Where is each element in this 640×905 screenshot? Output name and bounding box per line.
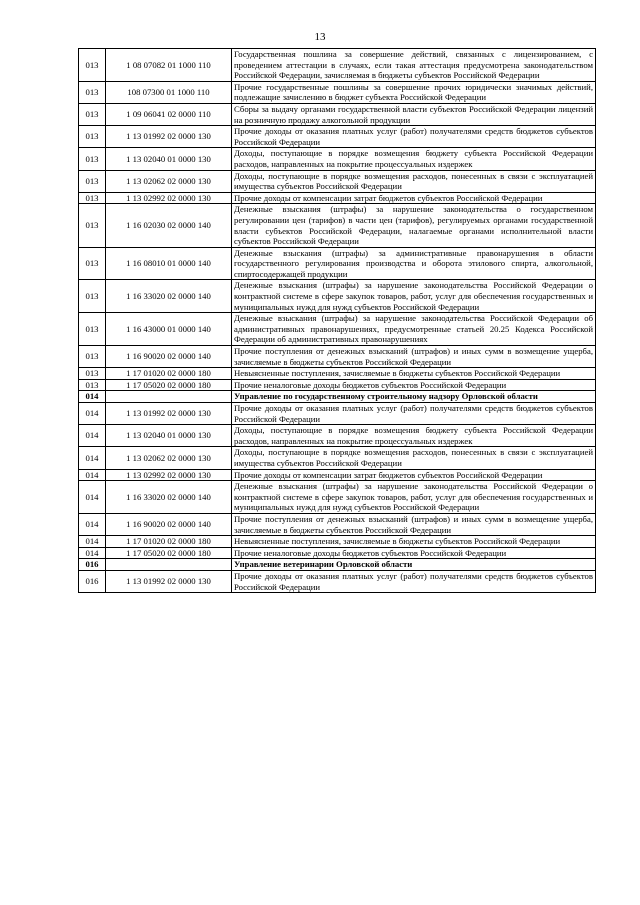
budget-classification-code-cell: 1 13 01992 02 0000 130 bbox=[106, 570, 232, 592]
budget-classification-code-cell: 1 09 06041 02 0000 110 bbox=[106, 103, 232, 125]
budget-classification-code-cell: 1 17 01020 02 0000 180 bbox=[106, 368, 232, 380]
revenue-name-cell: Прочие государственные пошлины за совершение прочих юридически значимых действий, подлежащие зачислению в бюджет субъекта Российской Федерации bbox=[232, 81, 596, 103]
table-row bbox=[79, 403, 596, 425]
revenue-name-cell: Управление ветеринарии Орловской области bbox=[232, 559, 596, 571]
table-row bbox=[79, 103, 596, 125]
table-row bbox=[79, 204, 596, 247]
revenue-name-cell: Невыясненные поступления, зачисляемые в бюджеты субъектов Российской Федерации bbox=[232, 368, 596, 380]
table-row bbox=[79, 379, 596, 391]
table-row bbox=[79, 570, 596, 592]
revenue-name-cell: Государственная пошлина за совершение действий, связанных с лицензированием, с проведением аттестации в случаях, если такая аттестация предусмотрена законодательством Российской Федерации, зачисляемая в бюджеты субъектов Российской Федерации bbox=[232, 49, 596, 82]
revenue-name-cell: Управление по государственному строительному надзору Орловской области bbox=[232, 391, 596, 403]
table-row bbox=[79, 368, 596, 380]
admin-code-cell: 014 bbox=[79, 425, 106, 447]
table-row bbox=[79, 192, 596, 204]
budget-classification-code-cell: 1 16 90020 02 0000 140 bbox=[106, 346, 232, 368]
budget-classification-code-cell: 1 16 08010 01 0000 140 bbox=[106, 247, 232, 280]
admin-code-cell: 013 bbox=[79, 379, 106, 391]
revenue-name-cell: Прочие доходы от оказания платных услуг (работ) получателями средств бюджетов субъектов Российской Федерации bbox=[232, 570, 596, 592]
admin-code-cell: 013 bbox=[79, 103, 106, 125]
budget-classification-code-cell: 1 17 01020 02 0000 180 bbox=[106, 536, 232, 548]
page-number: 13 bbox=[314, 31, 326, 43]
admin-code-cell: 013 bbox=[79, 49, 106, 82]
revenue-name-cell: Прочие доходы от оказания платных услуг (работ) получателями средств бюджетов субъектов Российской Федерации bbox=[232, 126, 596, 148]
revenue-name-cell: Прочие неналоговые доходы бюджетов субъектов Российской Федерации bbox=[232, 547, 596, 559]
administrator-header-row bbox=[79, 559, 596, 571]
revenue-name-cell: Прочие поступления от денежных взысканий (штрафов) и иных сумм в возмещение ущерба, зачисляемые в бюджеты субъектов Российской Федерации bbox=[232, 513, 596, 535]
revenue-name-cell: Доходы, поступающие в порядке возмещения расходов, понесенных в связи с эксплуатацией имущества субъектов Российской Федерации bbox=[232, 170, 596, 192]
revenue-name-cell: Прочие неналоговые доходы бюджетов субъектов Российской Федерации bbox=[232, 379, 596, 391]
budget-classification-code-cell: 1 13 02992 02 0000 130 bbox=[106, 469, 232, 481]
budget-classification-code-cell: 1 17 05020 02 0000 180 bbox=[106, 547, 232, 559]
table-row bbox=[79, 425, 596, 447]
table-row bbox=[79, 170, 596, 192]
admin-code-cell: 013 bbox=[79, 204, 106, 247]
table-body bbox=[79, 49, 596, 593]
revenue-name-cell: Прочие доходы от компенсации затрат бюджетов субъектов Российской Федерации bbox=[232, 469, 596, 481]
budget-classification-code-cell: 1 17 05020 02 0000 180 bbox=[106, 379, 232, 391]
admin-code-cell: 014 bbox=[79, 547, 106, 559]
table-row bbox=[79, 547, 596, 559]
admin-code-cell: 014 bbox=[79, 481, 106, 514]
revenue-name-cell: Сборы за выдачу органами государственной власти субъектов Российской Федерации лицензий на розничную продажу алкогольной продукции bbox=[232, 103, 596, 125]
budget-classification-code-cell: 1 16 90020 02 0000 140 bbox=[106, 513, 232, 535]
admin-code-cell: 013 bbox=[79, 170, 106, 192]
table-row bbox=[79, 49, 596, 82]
revenue-name-cell: Прочие доходы от оказания платных услуг (работ) получателями средств бюджетов субъектов Российской Федерации bbox=[232, 403, 596, 425]
budget-classification-code-cell: 108 07300 01 1000 110 bbox=[106, 81, 232, 103]
admin-code-cell: 014 bbox=[79, 536, 106, 548]
table-row bbox=[79, 346, 596, 368]
table-row bbox=[79, 126, 596, 148]
revenue-name-cell: Невыясненные поступления, зачисляемые в бюджеты субъектов Российской Федерации bbox=[232, 536, 596, 548]
admin-code-cell: 013 bbox=[79, 192, 106, 204]
budget-classification-code-cell: 1 13 02062 02 0000 130 bbox=[106, 170, 232, 192]
admin-code-cell: 013 bbox=[79, 313, 106, 346]
budget-classification-code-cell bbox=[106, 559, 232, 571]
budget-revenue-table bbox=[78, 48, 596, 593]
table-row bbox=[79, 313, 596, 346]
table-row bbox=[79, 469, 596, 481]
admin-code-cell: 013 bbox=[79, 368, 106, 380]
admin-code-cell: 013 bbox=[79, 247, 106, 280]
budget-classification-code-cell: 1 08 07082 01 1000 110 bbox=[106, 49, 232, 82]
budget-classification-code-cell: 1 13 02040 01 0000 130 bbox=[106, 148, 232, 170]
revenue-name-cell: Денежные взыскания (штрафы) за административные правонарушения в области государственного регулирования производства и оборота этилового спирта, алкогольной, спиртосодержащей продукции bbox=[232, 247, 596, 280]
admin-code-cell: 014 bbox=[79, 469, 106, 481]
budget-classification-code-cell: 1 13 01992 02 0000 130 bbox=[106, 403, 232, 425]
revenue-name-cell: Денежные взыскания (штрафы) за нарушение законодательства Российской Федерации об административных правонарушениях, предусмотренные статьей 20.25 Кодекса Российской Федерации об административных правонарушениях bbox=[232, 313, 596, 346]
budget-classification-code-cell: 1 13 02040 01 0000 130 bbox=[106, 425, 232, 447]
revenue-name-cell: Денежные взыскания (штрафы) за нарушение законодательства Российской Федерации о контрактной системе в сфере закупок товаров, работ, услуг для обеспечения государственных и муниципальных нужд для нужд субъектов Российской Федерации bbox=[232, 481, 596, 514]
budget-classification-code-cell: 1 16 02030 02 0000 140 bbox=[106, 204, 232, 247]
admin-code-cell: 014 bbox=[79, 403, 106, 425]
admin-code-cell: 013 bbox=[79, 148, 106, 170]
table-row bbox=[79, 481, 596, 514]
admin-code-cell: 013 bbox=[79, 81, 106, 103]
administrator-header-row bbox=[79, 391, 596, 403]
admin-code-cell: 016 bbox=[79, 570, 106, 592]
admin-code-cell: 013 bbox=[79, 280, 106, 313]
admin-code-cell: 014 bbox=[79, 391, 106, 403]
table-row bbox=[79, 447, 596, 469]
table-row bbox=[79, 81, 596, 103]
admin-code-cell: 014 bbox=[79, 513, 106, 535]
revenue-name-cell: Доходы, поступающие в порядке возмещения бюджету субъекта Российской Федерации расходов, направленных на покрытие процессуальных издержек bbox=[232, 148, 596, 170]
budget-classification-code-cell: 1 13 02992 02 0000 130 bbox=[106, 192, 232, 204]
revenue-name-cell: Прочие доходы от компенсации затрат бюджетов субъектов Российской Федерации bbox=[232, 192, 596, 204]
admin-code-cell: 013 bbox=[79, 126, 106, 148]
table-row bbox=[79, 513, 596, 535]
table-row bbox=[79, 247, 596, 280]
budget-classification-code-cell: 1 13 02062 02 0000 130 bbox=[106, 447, 232, 469]
revenue-name-cell: Доходы, поступающие в порядке возмещения бюджету субъекта Российской Федерации расходов, направленных на покрытие процессуальных издержек bbox=[232, 425, 596, 447]
revenue-name-cell: Денежные взыскания (штрафы) за нарушение законодательства о государственном регулировании цен (тарифов) в части цен (тарифов), регулируемых органами государственной власти субъектов Российской Федерации, налагаемые органами исполнительной власти субъектов Российской Федерации bbox=[232, 204, 596, 247]
budget-classification-code-cell: 1 16 33020 02 0000 140 bbox=[106, 280, 232, 313]
admin-code-cell: 014 bbox=[79, 447, 106, 469]
budget-classification-code-cell: 1 13 01992 02 0000 130 bbox=[106, 126, 232, 148]
revenue-name-cell: Денежные взыскания (штрафы) за нарушение законодательства Российской Федерации о контрактной системе в сфере закупок товаров, работ, услуг для обеспечения государственных и муниципальных нужд для нужд субъектов Российской Федерации bbox=[232, 280, 596, 313]
revenue-name-cell: Доходы, поступающие в порядке возмещения расходов, понесенных в связи с эксплуатацией имущества субъектов Российской Федерации bbox=[232, 447, 596, 469]
table-row bbox=[79, 280, 596, 313]
admin-code-cell: 013 bbox=[79, 346, 106, 368]
table-row bbox=[79, 536, 596, 548]
budget-classification-code-cell: 1 16 43000 01 0000 140 bbox=[106, 313, 232, 346]
budget-classification-code-cell bbox=[106, 391, 232, 403]
admin-code-cell: 016 bbox=[79, 559, 106, 571]
budget-classification-code-cell: 1 16 33020 02 0000 140 bbox=[106, 481, 232, 514]
revenue-name-cell: Прочие поступления от денежных взысканий (штрафов) и иных сумм в возмещение ущерба, зачисляемые в бюджеты субъектов Российской Федерации bbox=[232, 346, 596, 368]
table-row bbox=[79, 148, 596, 170]
